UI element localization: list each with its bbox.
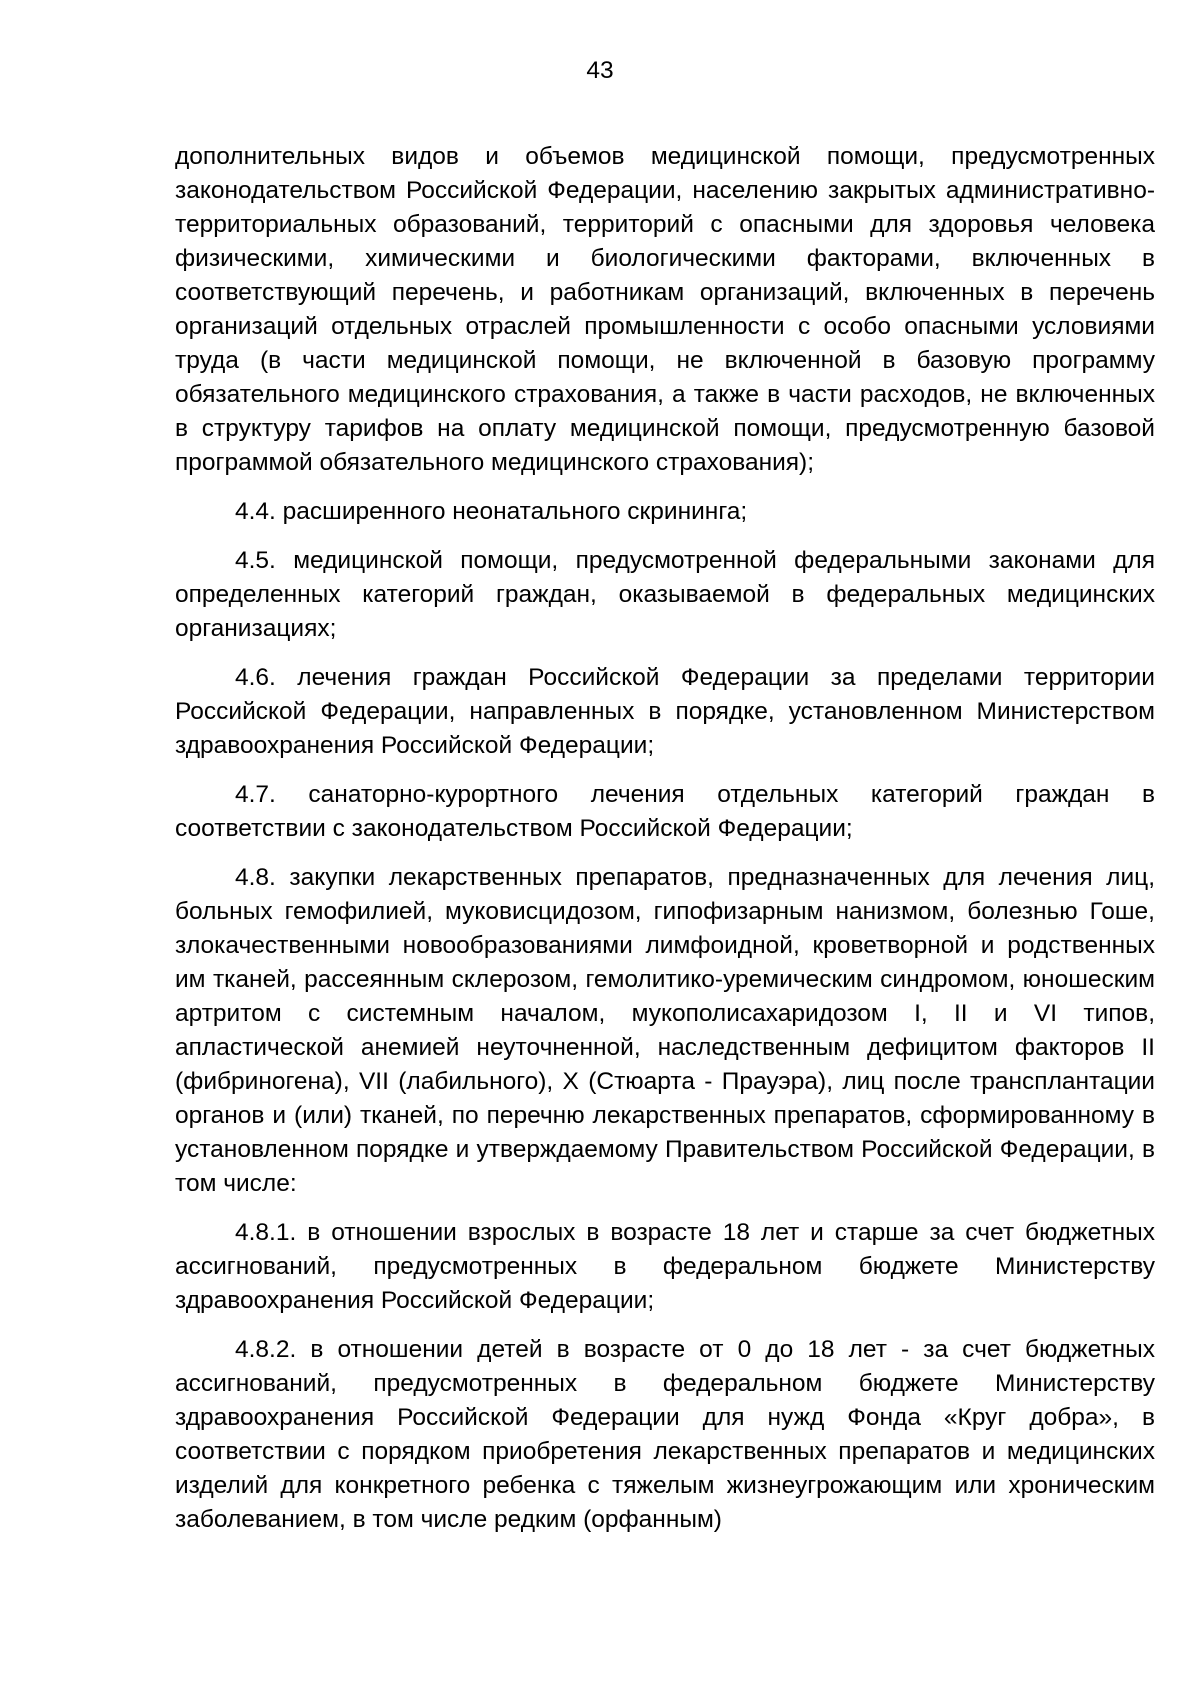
page-number: 43	[586, 57, 614, 84]
paragraph-4-8-1: 4.8.1. в отношении взрослых в возрасте 18 лет и старше за счет бюджетных ассигнований, предусмотренных в федеральном бюджете Министерству здравоохранения Российской Федерации;	[175, 1219, 1155, 1314]
paragraph-4-6: 4.6. лечения граждан Российской Федерации за пределами территории Российской Федерации, направленных в порядке, установленном Министерством здравоохранения Российской Федерации;	[175, 664, 1155, 759]
paragraph-4-4: 4.4. расширенного неонатального скрининга;	[235, 498, 748, 525]
document-body	[175, 140, 1155, 1552]
paragraph-4-8: 4.8. закупки лекарственных препаратов, предназначенных для лечения лиц, больных гемофилией, муковисцидозом, гипофизарным нанизмом, болезнью Гоше, злокачественными новообразованиями лимфоидной, кроветворной и родственных им тканей, рассеянным склерозом, гемолитико-уремическим синдромом, юношеским артритом с системным началом, мукополисахаридозом I, II и VI типов, апластической анемией неуточненной, наследственным дефицитом факторов II (фибриногена), VII (лабильного), X (Стюарта - Прауэра), лиц после трансплантации органов и (или) тканей, по перечню лекарственных препаратов, сформированному в установленном порядке и утверждаемому Правительством Российской Федерации, в том числе:	[175, 864, 1155, 1197]
paragraph-4-8-2: 4.8.2. в отношении детей в возрасте от 0 до 18 лет - за счет бюджетных ассигнований, предусмотренных в федеральном бюджете Министерству здравоохранения Российской Федерации для нужд Фонда «Круг добра», в соответствии с порядком приобретения лекарственных препаратов и медицинских изделий для конкретного ребенка с тяжелым жизнеугрожающим или хроническим заболеванием, в том числе редким (орфанным)	[175, 1336, 1155, 1533]
paragraph-4-5: 4.5. медицинской помощи, предусмотренной федеральными законами для определенных категорий граждан, оказываемой в федеральных медицинских организациях;	[175, 547, 1155, 642]
paragraph-4-7: 4.7. санаторно-курортного лечения отдельных категорий граждан в соответствии с законодательством Российской Федерации;	[175, 781, 1155, 842]
paragraph-continuation: дополнительных видов и объемов медицинской помощи, предусмотренных законодательством Российской Федерации, населению закрытых административно-территориальных образований, территорий с опасными для здоровья человека физическими, химическими и биологическими факторами, включенных в соответствующий перечень, и работникам организаций, включенных в перечень организаций отдельных отраслей промышленности с особо опасными условиями труда (в части медицинской помощи, не включенной в базовую программу обязательного медицинского страхования, а также в части расходов, не включенных в структуру тарифов на оплату медицинской помощи, предусмотренную базовой программой обязательного медицинского страхования);	[175, 143, 1155, 476]
